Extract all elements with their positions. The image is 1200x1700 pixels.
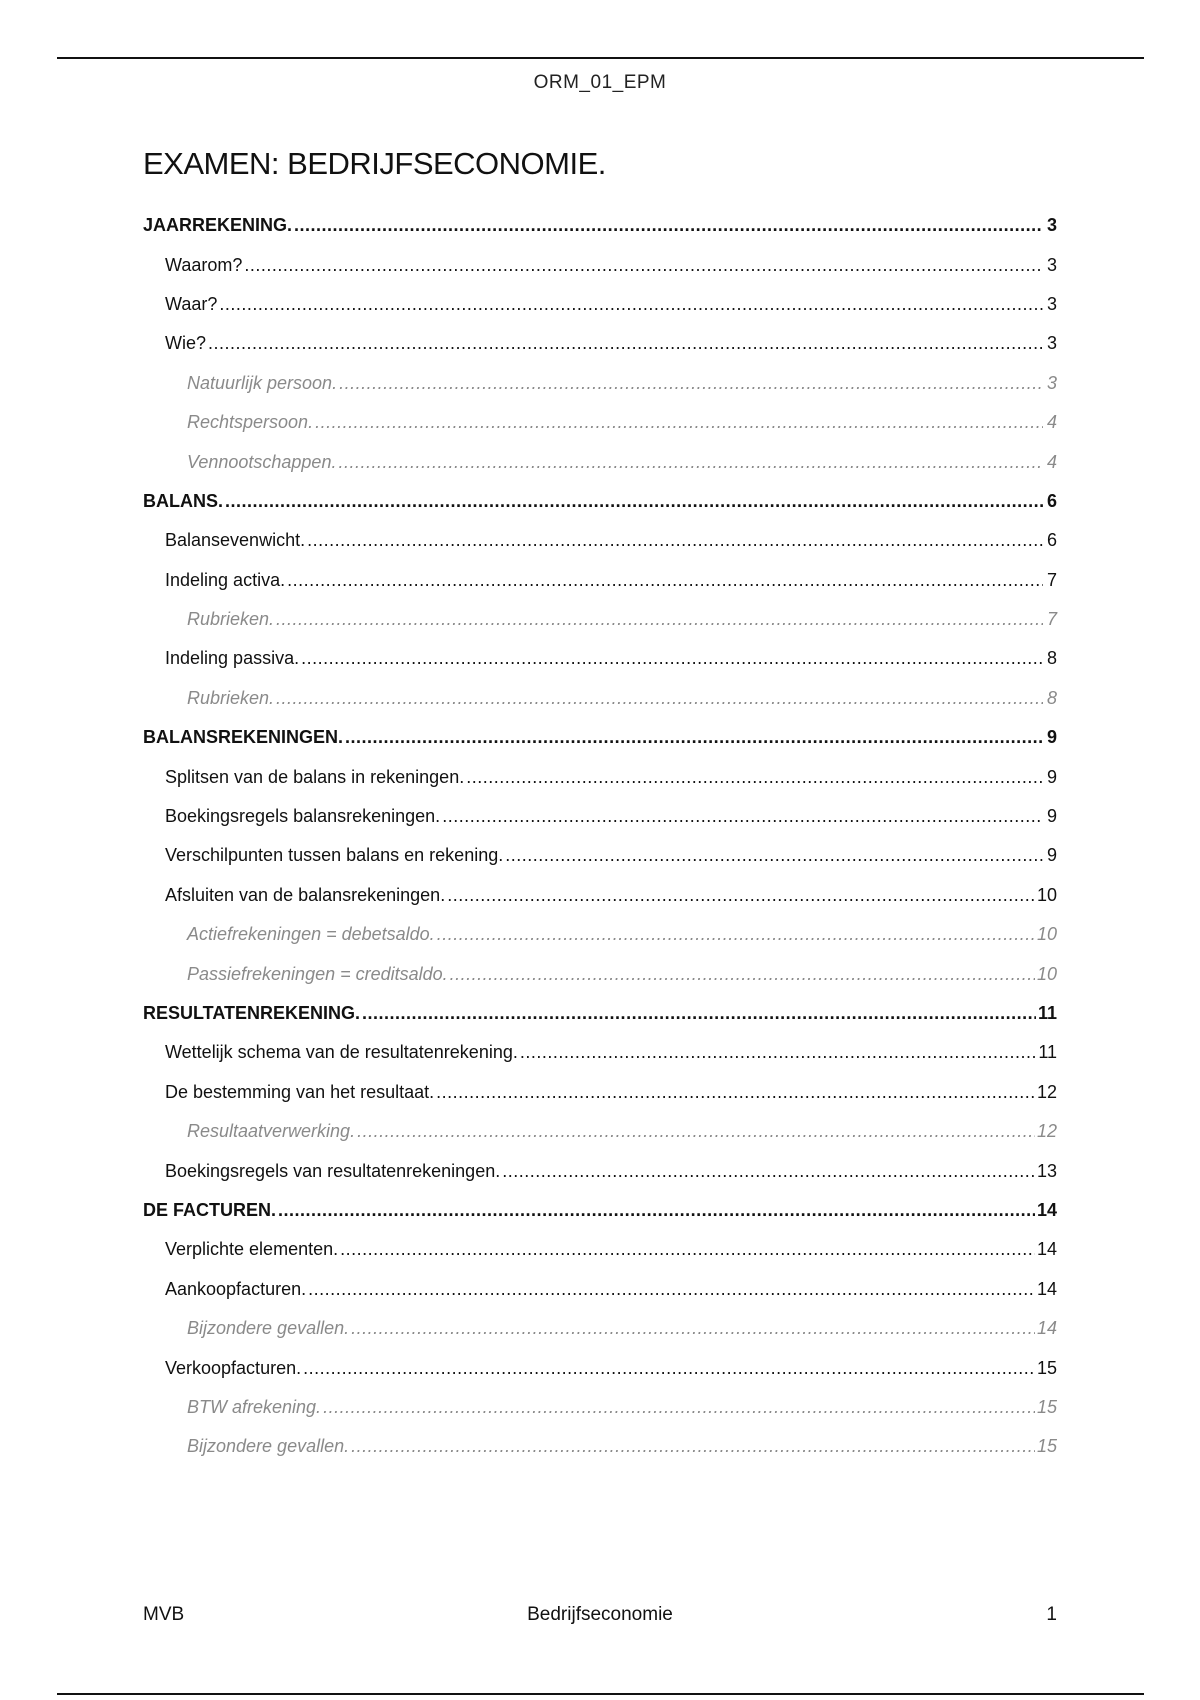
toc-entry-page: 8 (1046, 648, 1057, 669)
toc-entry-title: Wie? (165, 333, 207, 354)
toc-entry-page: 9 (1046, 766, 1057, 787)
toc-entry-title: Splitsen van de balans in rekeningen. (165, 766, 465, 787)
toc-entry-page: 6 (1046, 530, 1057, 551)
toc-dot-leader (357, 1121, 1035, 1142)
toc-entry-page: 6 (1046, 490, 1057, 511)
toc-entry-page: 3 (1046, 372, 1057, 393)
toc-entry-title: Bijzondere gevallen. (187, 1318, 350, 1339)
toc-entry[interactable] (143, 1270, 1057, 1309)
toc-entry-title: BTW afrekening. (187, 1396, 322, 1417)
toc-entry[interactable] (143, 718, 1057, 757)
toc-entry-page: 4 (1046, 412, 1057, 433)
toc-dot-leader (276, 609, 1043, 630)
toc-entry-title: De bestemming van het resultaat. (165, 1081, 435, 1102)
toc-entry[interactable] (143, 876, 1057, 915)
page-header: ORM_01_EPM (533, 72, 667, 93)
toc-entry[interactable] (143, 1230, 1057, 1269)
toc-entry-title: Wettelijk schema van de resultatenrekening. (165, 1042, 518, 1063)
toc-dot-leader (502, 1161, 1035, 1182)
toc-entry[interactable] (143, 797, 1057, 836)
toc-dot-leader (225, 491, 1043, 512)
toc-entry-title: Verplichte elementen. (165, 1239, 339, 1260)
toc-entry-title: Actiefrekeningen = debetsaldo. (187, 924, 435, 945)
toc-entry-page: 12 (1036, 1081, 1057, 1102)
toc-dot-leader (308, 1279, 1035, 1300)
toc-entry-title: Indeling activa. (165, 569, 286, 590)
toc-dot-leader (345, 727, 1043, 748)
toc-entry-title: BALANS. (143, 490, 223, 511)
toc-entry[interactable] (143, 561, 1057, 600)
toc-entry[interactable] (143, 757, 1057, 796)
toc-dot-leader (447, 885, 1035, 906)
toc-entry-page: 14 (1036, 1318, 1057, 1339)
toc-entry-page: 15 (1036, 1436, 1057, 1457)
toc-entry-title: Boekingsregels van resultatenrekeningen. (165, 1160, 501, 1181)
toc-entry-title: Waarom? (165, 254, 243, 275)
toc-entry-title: DE FACTUREN. (143, 1199, 277, 1220)
toc-entry-title: BALANSREKENINGEN. (143, 727, 344, 748)
toc-entry-title: Verkoopfacturen. (165, 1357, 302, 1378)
toc-entry[interactable] (143, 442, 1057, 481)
toc-entry[interactable] (143, 1309, 1057, 1348)
toc-entry-page: 10 (1036, 963, 1057, 984)
toc-dot-leader (315, 412, 1043, 433)
toc-dot-leader (294, 215, 1043, 236)
toc-entry-title: Passiefrekeningen = creditsaldo. (187, 963, 448, 984)
toc-entry-page: 12 (1036, 1121, 1057, 1142)
toc-entry-page: 10 (1036, 924, 1057, 945)
toc-entry-page: 3 (1046, 293, 1057, 314)
toc-dot-leader (301, 648, 1043, 669)
toc-entry-page: 9 (1046, 806, 1057, 827)
toc-entry[interactable] (143, 600, 1057, 639)
toc-entry[interactable] (143, 482, 1057, 521)
toc-dot-leader (208, 333, 1043, 354)
toc-entry[interactable] (143, 1112, 1057, 1151)
toc-entry-page: 15 (1036, 1396, 1057, 1417)
footer-page-number: 1 (1046, 1604, 1057, 1625)
toc-entry-title: Afsluiten van de balansrekeningen. (165, 884, 446, 905)
toc-entry-page: 9 (1046, 727, 1057, 748)
toc-entry-title: Rubrieken. (187, 609, 275, 630)
toc-entry-title: Waar? (165, 293, 218, 314)
toc-entry-title: RESULTATENREKENING. (143, 1003, 361, 1023)
toc-entry[interactable] (143, 324, 1057, 363)
toc-dot-leader (338, 452, 1043, 473)
toc-entry-title: Balansevenwicht. (165, 530, 306, 551)
toc-entry-page: 3 (1046, 254, 1057, 275)
toc-entry[interactable] (143, 1033, 1057, 1072)
toc-dot-leader (351, 1318, 1035, 1339)
toc-entry[interactable] (143, 994, 1057, 1033)
toc-entry[interactable] (143, 1348, 1057, 1387)
toc-entry[interactable] (143, 206, 1057, 245)
footer-author: MVB (143, 1604, 185, 1625)
toc-dot-leader (442, 806, 1043, 827)
toc-entry-page: 14 (1036, 1199, 1057, 1220)
toc-entry[interactable] (143, 1388, 1057, 1427)
toc-dot-leader (278, 1200, 1035, 1221)
toc-entry-title: Rechtspersoon. (187, 412, 314, 433)
toc-entry[interactable] (143, 639, 1057, 678)
toc-entry-page: 9 (1046, 845, 1057, 866)
toc-entry[interactable] (143, 364, 1057, 403)
toc-entry[interactable] (143, 915, 1057, 954)
toc-entry-page: 14 (1036, 1278, 1057, 1299)
toc-entry-page: 8 (1046, 687, 1057, 708)
page-footer (143, 1604, 1057, 1630)
toc-entry[interactable] (143, 1191, 1057, 1230)
toc-dot-leader (323, 1397, 1035, 1418)
toc-entry[interactable] (143, 403, 1057, 442)
toc-entry[interactable] (143, 836, 1057, 875)
toc-entry-title: Vennootschappen. (187, 451, 337, 472)
toc-entry-title: Rubrieken. (187, 687, 275, 708)
toc-entry-page: 14 (1036, 1239, 1057, 1260)
footer-subject: Bedrijfseconomie (527, 1604, 673, 1625)
toc-dot-leader (437, 924, 1035, 945)
toc-dot-leader (339, 373, 1043, 394)
toc-dot-leader (520, 1042, 1036, 1063)
toc-entry-title: Indeling passiva. (165, 648, 300, 669)
page-title: EXAMEN: BEDRIJFSECONOMIE. (143, 146, 606, 181)
toc-entry-title: Verschilpunten tussen balans en rekening. (165, 845, 504, 866)
footer-rule (57, 1693, 1144, 1695)
toc-dot-leader (466, 767, 1043, 788)
toc-dot-leader (287, 570, 1043, 591)
toc-entry-page: 11 (1038, 1042, 1057, 1063)
toc-entry-title: Boekingsregels balansrekeningen. (165, 806, 441, 827)
toc-entry[interactable] (143, 1427, 1057, 1466)
toc-entry-page: 3 (1046, 215, 1057, 236)
toc-entry-title: Bijzondere gevallen. (187, 1436, 350, 1457)
toc-entry-title: Aankoopfacturen. (165, 1278, 307, 1299)
toc-entry[interactable] (143, 521, 1057, 560)
toc-entry[interactable] (143, 1151, 1057, 1190)
toc-dot-leader (505, 845, 1043, 866)
toc-dot-leader (362, 1003, 1036, 1024)
toc-entry[interactable] (143, 245, 1057, 284)
header-rule (57, 57, 1144, 59)
toc-entry-title: Natuurlijk persoon. (187, 372, 338, 393)
toc-entry-page: 15 (1036, 1357, 1057, 1378)
toc-dot-leader (244, 255, 1043, 276)
toc-entry-page: 10 (1036, 884, 1057, 905)
table-of-contents (143, 206, 1057, 1467)
toc-entry-page: 11 (1037, 1003, 1057, 1023)
toc-dot-leader (351, 1436, 1035, 1457)
toc-entry-page: 13 (1036, 1160, 1057, 1181)
toc-dot-leader (219, 294, 1043, 315)
toc-entry[interactable] (143, 285, 1057, 324)
toc-dot-leader (307, 530, 1043, 551)
toc-entry-page: 7 (1046, 569, 1057, 590)
toc-dot-leader (303, 1358, 1035, 1379)
toc-entry[interactable] (143, 1073, 1057, 1112)
toc-dot-leader (340, 1239, 1035, 1260)
toc-entry-page: 7 (1046, 609, 1057, 630)
toc-entry-page: 3 (1046, 333, 1057, 354)
toc-dot-leader (450, 964, 1035, 985)
toc-dot-leader (436, 1082, 1035, 1103)
toc-entry-title: Resultaatverwerking. (187, 1121, 356, 1142)
toc-entry-title: JAARREKENING. (143, 215, 293, 236)
toc-entry[interactable] (143, 679, 1057, 718)
toc-entry[interactable] (143, 954, 1057, 993)
toc-dot-leader (276, 688, 1043, 709)
toc-entry-page: 4 (1046, 451, 1057, 472)
